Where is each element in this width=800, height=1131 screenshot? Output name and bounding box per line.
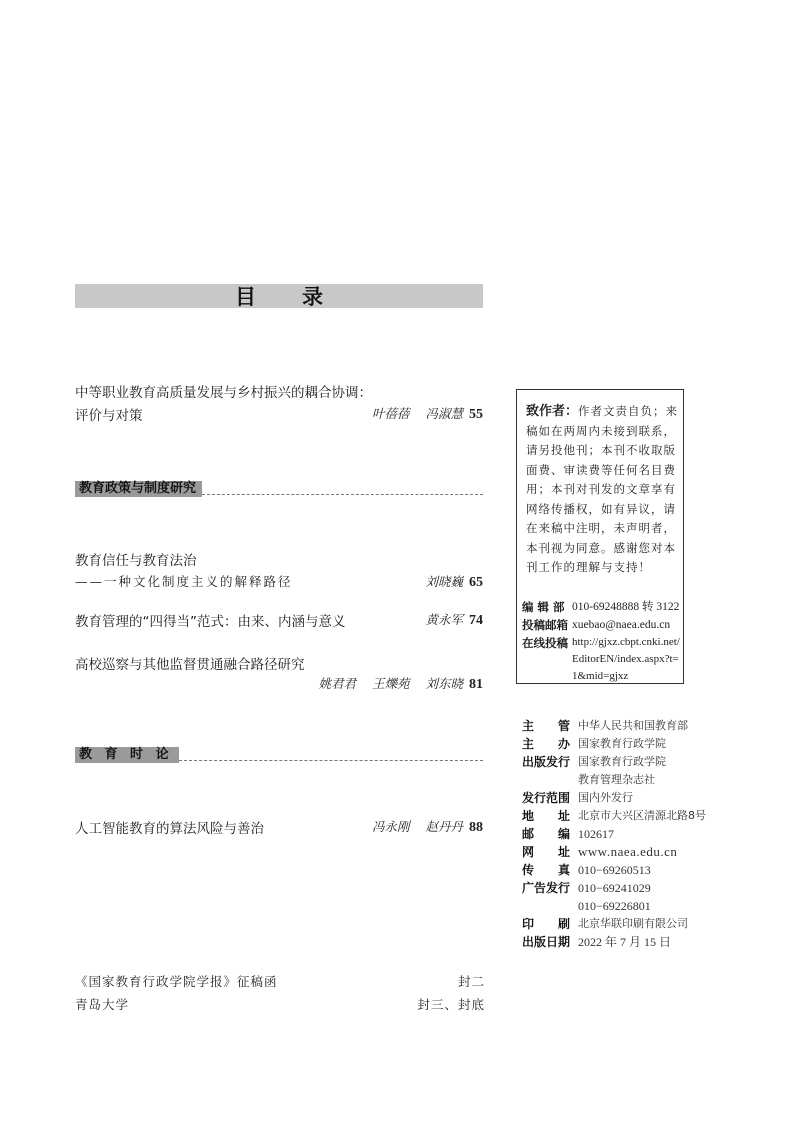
- info-label: 地 址: [522, 809, 570, 823]
- toc-title-char: 目: [235, 285, 256, 309]
- toc-entry-authors: [414, 572, 484, 591]
- toc-entry-subtitle[interactable]: ——一种文化制度主义的解释路径: [75, 574, 293, 589]
- contact-url[interactable]: http://gjxz.cbpt.cnki.net/EditorEN/index.aspx?t=1&mid=gjxz: [572, 636, 680, 682]
- info-row-publish-date: [522, 933, 722, 951]
- info-label: 出版发行: [522, 755, 571, 769]
- author-name: 刘晓巍: [425, 574, 464, 589]
- back-matter-row[interactable]: [75, 995, 485, 1013]
- info-row-advertising: [522, 879, 722, 897]
- contact-label: 编 辑 部: [522, 600, 565, 614]
- page-number: 81: [469, 677, 483, 692]
- contact-email[interactable]: xuebao@naea.edu.cn: [572, 619, 671, 631]
- info-row-publisher-cont: [522, 771, 722, 789]
- toc-entry-title[interactable]: 中等职业教育高质量发展与乡村振兴的耦合协调：: [75, 385, 372, 401]
- back-matter-title: 《国家教育行政学院学报》征稿函: [75, 974, 278, 989]
- section-label: 教育政策与制度研究: [75, 481, 202, 497]
- back-matter-location: 封三、封底: [417, 997, 485, 1012]
- contact-label: 在线投稿: [522, 636, 568, 650]
- section-divider: [179, 760, 483, 761]
- toc-entry-title[interactable]: 教育信任与教育法治: [75, 553, 197, 569]
- info-row-sponsor: [522, 735, 722, 753]
- page-number: 88: [469, 820, 483, 835]
- back-matter-location: 封二: [457, 974, 485, 989]
- contact-phone: 010-69248888 转 3122: [572, 601, 680, 613]
- notice-to-authors: [526, 402, 678, 578]
- page-number: 65: [469, 575, 483, 590]
- info-label: 传 真: [522, 863, 570, 877]
- info-value: 北京华联印刷有限公司: [578, 917, 688, 930]
- info-value: 国家教育行政学院: [578, 755, 666, 768]
- info-label: 广告发行: [522, 881, 571, 895]
- info-value: 102617: [578, 827, 614, 841]
- contact-row-email: [522, 616, 684, 634]
- info-row-distribution: [522, 789, 722, 807]
- info-row-postcode: [522, 825, 722, 843]
- toc-entry-title-cont[interactable]: 评价与对策: [75, 408, 143, 424]
- back-matter-row[interactable]: [75, 972, 485, 990]
- toc-entry-title[interactable]: 人工智能教育的算法风险与善治: [75, 821, 264, 837]
- info-label: 邮 编: [522, 827, 570, 841]
- author-name: 赵丹丹: [425, 819, 464, 834]
- author-name: 冯淑慧: [425, 406, 464, 421]
- toc-entry-authors: [360, 817, 483, 836]
- info-value: 010−69226801: [578, 899, 651, 913]
- info-label: 印 刷: [522, 917, 570, 931]
- author-name: 叶蓓蓓: [372, 406, 410, 421]
- info-value: 010−69260513: [578, 863, 651, 877]
- info-label: [522, 771, 570, 789]
- contact-list: [522, 598, 684, 685]
- notice-lead: 致作者：: [526, 404, 579, 419]
- info-row-publisher: [522, 753, 722, 771]
- contact-row-online: [522, 634, 684, 685]
- toc-entry-authors: [414, 610, 484, 629]
- toc-entry-authors: [360, 404, 483, 423]
- info-row-supervisor: [522, 717, 722, 735]
- section-divider: [202, 494, 483, 495]
- info-label: [522, 897, 570, 915]
- info-row-fax: [522, 861, 722, 879]
- info-value: 国内外发行: [578, 791, 633, 804]
- author-name: 姚君君: [318, 676, 357, 691]
- notice-body: 作者文责自负；来稿如在两周内未接到联系，请另投他刊；本刊不收取版面费、审读费等任何名目费用；本刊对刊发的文章享有网络传播权，如有异议，请在来稿中注明，未声明者，本刊视为同意。感谢您对本刊工作的理解与支持！: [526, 404, 679, 574]
- info-value: 教育管理杂志社: [578, 773, 655, 786]
- info-row-address: [522, 807, 722, 825]
- back-matter-title: 青岛大学: [75, 997, 130, 1012]
- info-value: 中华人民共和国教育部: [578, 719, 688, 732]
- info-value: 国家教育行政学院: [578, 737, 666, 750]
- toc-entry-authors: [307, 674, 484, 693]
- page-number: 74: [469, 613, 483, 628]
- info-label: 网 址: [522, 845, 570, 859]
- contact-label: 投稿邮箱: [522, 618, 568, 632]
- info-row-printer: [522, 915, 722, 933]
- info-label: 主 管: [522, 719, 570, 733]
- author-name: 王爍苑: [372, 676, 410, 691]
- section-label: 教 育 时 论: [75, 747, 179, 763]
- info-label: 主 办: [522, 737, 570, 751]
- info-row-website: [522, 843, 722, 861]
- section-heading-commentary: [75, 747, 483, 763]
- toc-header: [75, 284, 483, 308]
- website-link[interactable]: www.naea.edu.cn: [578, 844, 678, 859]
- author-name: 刘东晓: [425, 676, 464, 691]
- info-label: 发行范围: [522, 791, 571, 805]
- publication-info: [522, 717, 722, 951]
- toc-entry-title[interactable]: 教育管理的“四得当”范式：由来、内涵与意义: [75, 614, 346, 630]
- author-name: 黄永军: [425, 612, 464, 627]
- info-value: 2022 年 7 月 15 日: [578, 935, 672, 949]
- toc-title-char: 录: [302, 285, 323, 309]
- author-name: 冯永刚: [372, 819, 410, 834]
- info-label: 出版日期: [522, 935, 571, 949]
- info-value: 010−69241029: [578, 881, 651, 895]
- page-number: 55: [469, 407, 483, 422]
- info-value: 北京市大兴区清源北路8号: [578, 809, 706, 822]
- contact-row-editorial: [522, 598, 684, 616]
- section-heading-policy: [75, 481, 483, 497]
- info-row-advertising-cont: [522, 897, 722, 915]
- toc-entry-title[interactable]: 高校巡察与其他监督贯通融合路径研究: [75, 657, 305, 673]
